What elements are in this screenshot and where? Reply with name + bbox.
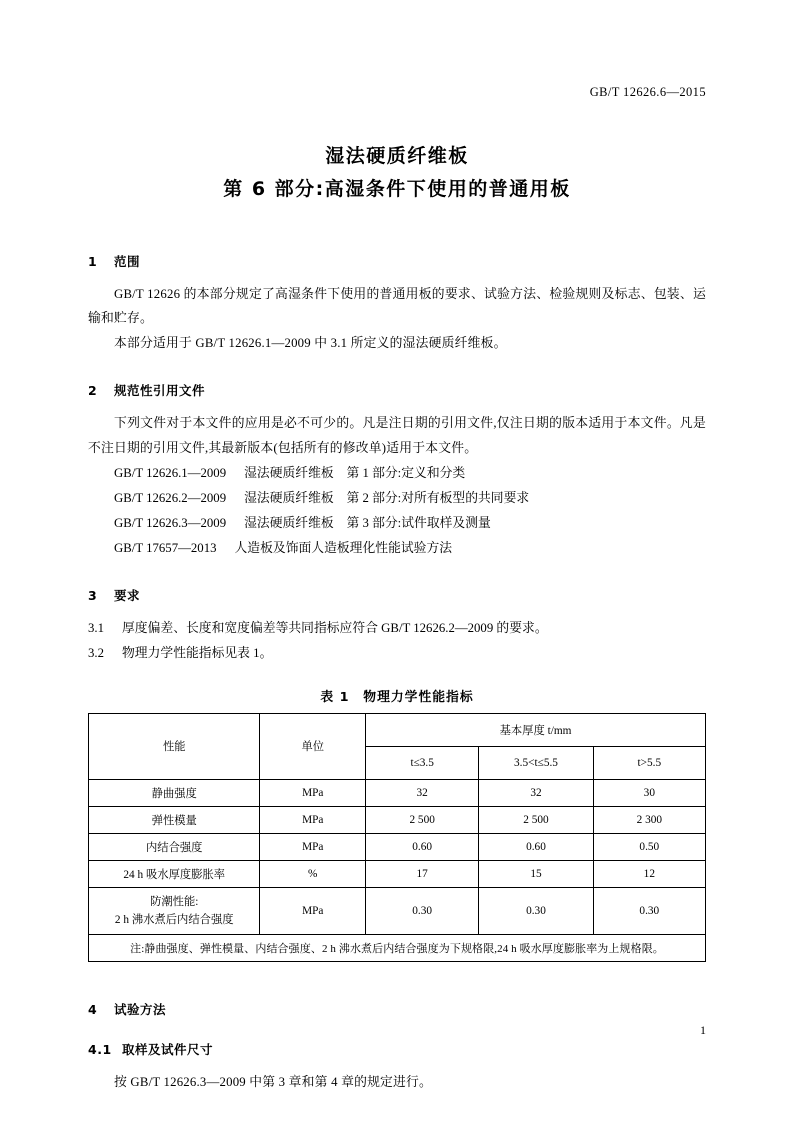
table-note: 注:静曲强度、弹性模量、内结合强度、2 h 沸水煮后内结合强度为下规格限,24 h 吸水厚度膨胀率为上规格限。: [89, 935, 706, 962]
subclause-3-2: [88, 641, 706, 666]
table-1-caption: 表 1 物理力学性能指标: [320, 689, 474, 705]
section-2-paragraph-1: 下列文件对于本文件的应用是必不可少的。凡是注日期的引用文件,仅注日期的版本适用于本文件。凡是不注日期的引用文件,其最新版本(包括所有的修改单)适用于本文件。: [88, 416, 706, 456]
cell-value: 15: [479, 860, 593, 887]
table-1-physical-mechanical-properties: [88, 713, 706, 962]
table-row: [89, 806, 706, 833]
cell-value: 12: [593, 860, 705, 887]
cell-value: 0.30: [479, 887, 593, 934]
section-1-heading: [88, 252, 706, 270]
cell-value: 0.60: [479, 833, 593, 860]
section-3-number: 3: [88, 588, 98, 604]
reference-code: GB/T 12626.1—2009: [114, 466, 227, 481]
subsection-4-1-number: 4.1: [88, 1042, 112, 1058]
subclause-3-1: [88, 616, 706, 641]
table-row: [89, 887, 706, 934]
cell-value: 32: [479, 779, 593, 806]
reference-code: GB/T 17657—2013: [114, 541, 217, 556]
section-4-label: 试验方法: [114, 1002, 167, 1018]
cell-value: 30: [593, 779, 705, 806]
header-cell-thickness-2: 3.5<t≤5.5: [479, 746, 593, 779]
document-title: [88, 0, 706, 207]
cell-unit: MPa: [260, 887, 366, 934]
subclause-3-2-text: 物理力学性能指标见表 1。: [122, 646, 273, 661]
cell-property: 24 h 吸水厚度膨胀率: [89, 860, 260, 887]
cell-value: 0.30: [366, 887, 479, 934]
subclause-3-1-number: 3.1: [88, 621, 104, 636]
normative-reference-item: [88, 511, 706, 536]
section-4-heading: [88, 1000, 706, 1018]
table-note-row: [89, 935, 706, 962]
section-2-heading: [88, 381, 706, 399]
cell-property: 内结合强度: [89, 833, 260, 860]
normative-reference-item: [88, 486, 706, 511]
reference-code: GB/T 12626.2—2009: [114, 491, 227, 506]
reference-code: GB/T 12626.3—2009: [114, 516, 227, 531]
page-number: 1: [700, 1023, 706, 1037]
cell-value: 2 300: [593, 806, 705, 833]
header-cell-thickness-group: 基本厚度 t/mm: [366, 713, 706, 746]
cell-property: 弹性模量: [89, 806, 260, 833]
cell-value: 17: [366, 860, 479, 887]
reference-title: 湿法硬质纤维板 第 2 部分:对所有板型的共同要求: [244, 491, 530, 506]
cell-unit: %: [260, 860, 366, 887]
cell-property-line-1: 防潮性能:: [150, 895, 199, 908]
table-row: [89, 860, 706, 887]
page-header-standard-code: GB/T 12626.6—2015: [589, 85, 706, 99]
subsection-4-1-label: 取样及试件尺寸: [122, 1042, 214, 1058]
section-3-label: 要求: [114, 588, 141, 604]
cell-property-line-2: 2 h 沸水煮后内结合强度: [114, 914, 234, 927]
section-4-number: 4: [88, 1002, 98, 1018]
header-cell-thickness-1: t≤3.5: [366, 746, 479, 779]
header-cell-unit: 单位: [260, 713, 366, 779]
section-1-paragraph-2: 本部分适用于 GB/T 12626.1—2009 中 3.1 所定义的湿法硬质纤维板。: [114, 336, 507, 351]
normative-reference-item: [88, 461, 706, 486]
title-line-2: 第 6 部分:高湿条件下使用的普通用板: [223, 178, 571, 201]
section-1-number: 1: [88, 253, 98, 269]
header-cell-property: 性能: [89, 713, 260, 779]
section-2-label: 规范性引用文件: [114, 383, 206, 399]
header-cell-thickness-3: t>5.5: [593, 746, 705, 779]
cell-unit: MPa: [260, 779, 366, 806]
subsection-4-1-heading: [88, 1040, 706, 1058]
table-header-row: [89, 713, 706, 746]
cell-unit: MPa: [260, 806, 366, 833]
normative-reference-item: [88, 536, 706, 561]
section-3-heading: [88, 586, 706, 604]
cell-property-multiline: [89, 887, 260, 934]
subclause-3-1-text: 厚度偏差、长度和宽度偏差等共同指标应符合 GB/T 12626.2—2009 的要求。: [122, 621, 548, 636]
table-row: [89, 833, 706, 860]
table-row: [89, 779, 706, 806]
section-1-paragraph-1: GB/T 12626 的本部分规定了高湿条件下使用的普通用板的要求、试验方法、检验规则及标志、包装、运输和贮存。: [88, 286, 706, 326]
reference-title: 湿法硬质纤维板 第 1 部分:定义和分类: [244, 466, 466, 481]
reference-title: 人造板及饰面人造板理化性能试验方法: [234, 541, 453, 556]
cell-value: 0.50: [593, 833, 705, 860]
cell-value: 2 500: [366, 806, 479, 833]
cell-value: 2 500: [479, 806, 593, 833]
subclause-3-2-number: 3.2: [88, 646, 104, 661]
cell-value: 0.60: [366, 833, 479, 860]
section-1-label: 范围: [114, 253, 141, 269]
cell-unit: MPa: [260, 833, 366, 860]
cell-value: 32: [366, 779, 479, 806]
subsection-4-1-paragraph: 按 GB/T 12626.3—2009 中第 3 章和第 4 章的规定进行。: [114, 1075, 433, 1090]
cell-value: 0.30: [593, 887, 705, 934]
title-line-1: 湿法硬质纤维板: [325, 145, 469, 167]
reference-title: 湿法硬质纤维板 第 3 部分:试件取样及测量: [244, 516, 491, 531]
section-2-number: 2: [88, 383, 98, 399]
cell-property: 静曲强度: [89, 779, 260, 806]
